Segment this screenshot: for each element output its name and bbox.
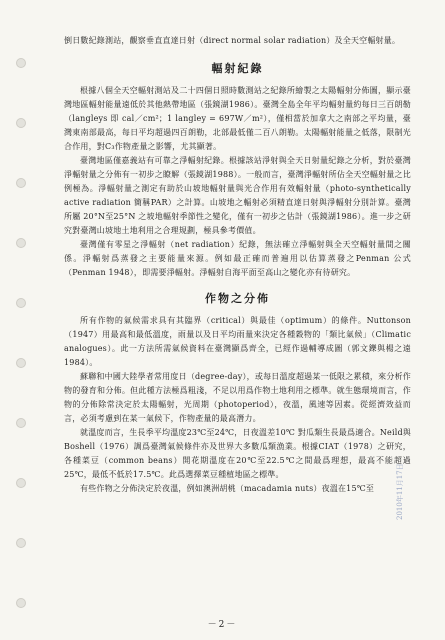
- radiation-paragraph-1: 根據八個全天空輻射測站及二十四個日照時數測站之紀錄所繪製之太陽輻射分佈圖，顯示臺灣地區輻射能量遠低於其他熱帶地區（張鏡湖1986）。臺灣全島全年平均輻射量約每日三百朗勒（langleys 即 cal／cm²；1 langley = 697W／m²），僅相當於加拿大之南部之平均量，臺灣東南部最高，每日平均超過四百朗勒，北部最低僅二百八朗勒。太陽輻射能量之低落，限制光合作用，對C₃作物產量之影響，尤其顯著。: [64, 86, 411, 151]
- section-title-crops: 作物之分佈: [205, 292, 270, 305]
- crops-paragraph-4: 有些作物之分佈決定於夜溫，例如澳洲胡桃（macadamia nuts）夜溫在15℃至: [80, 484, 375, 493]
- radiation-paragraph-2: 臺灣地區僅嘉義站有可靠之淨輻射紀錄。根據該站淨射與全天日射量紀錄之分析，對於臺灣淨輻射量之分佈有一初步之瞭解（張鏡湖1988）。一般而言，臺灣淨輻射所佔全天空輻射量之比例極為。淨輻射量之測定有助於山坡地輻射量與光合作用有效輻射量（photo-synthetically active radiation 簡稱PAR）之計算。山坡地之輻射必須精直達日射與淨輻射分別計算。臺灣所屬 20°N至25°N 之坡地輻射季節性之變化，僅有一初步之估計（張鏡湖1986）。進一步之研究對臺灣山坡地土地利用之合理規劃，極具參考價值。: [64, 156, 411, 235]
- intro-paragraph: 倒日數紀錄測站，觀察垂直直達日射（direct normal solar radiation）及全天空輻射量。: [64, 36, 401, 45]
- section-title-radiation: 輻射紀錄: [211, 62, 264, 75]
- crops-paragraph-1: 所有作物的氣候需求具有其臨界（critical）與最佳（optimum）的條件。Nuttonson（1947）用最高和最低溫度，雨量以及日平均雨量來決定各種穀物的「類比氣候」（Climatic analogues）。此一方法所需氣候資料在臺灣顯爲齊全，已經作過輔導成圖（郭文鑠與楊之遠1984）。: [64, 316, 411, 367]
- crops-paragraph-3: 就溫度而言，生長季平均溫度23℃至24℃，日夜溫差10℃ 對瓜類生長最爲適合。Neild與Boshell（1976）調爲臺灣氣候條件亦及世界大多數瓜類漁業。根據CIAT（1978）之研究，各種菜豆（common beans）開花期溫度在20℃至22.5℃之間最爲理想，最高不能超過25℃，最低不低於17.5℃。此爲選擇菜豆種植地區之標準。: [64, 428, 411, 479]
- radiation-paragraph-3: 臺灣僅有零星之淨輻射（net radiation）紀錄，無法確立淨輻射與全天空輻射量間之關係。淨輻射爲蒸發之主要能量來源。例如最正確而普遍用以估算蒸發之Penman 公式（Penman 1948），即需要淨輻射。淨輻射自海平面至高山之變化亦有待研究。: [64, 240, 411, 277]
- date-stamp: 2010年11月17日: [396, 463, 404, 520]
- crops-paragraph-2: 蘇聯和中國大陸學者常用度日（degree-day），或每日溫度超過某一低限之累積，來分析作物的發育和分佈。但此種方法極爲粗淺，不足以用爲作物土地利用之標準。就生態環境而言，作物的分佈除常決定於太陽輻射，光周期（photoperiod），夜溫，風速等因素。從經濟效益而言，必須考慮到在某一氣候下，作物產量的最高潛力。: [64, 372, 411, 423]
- page-number: －2－: [207, 620, 238, 630]
